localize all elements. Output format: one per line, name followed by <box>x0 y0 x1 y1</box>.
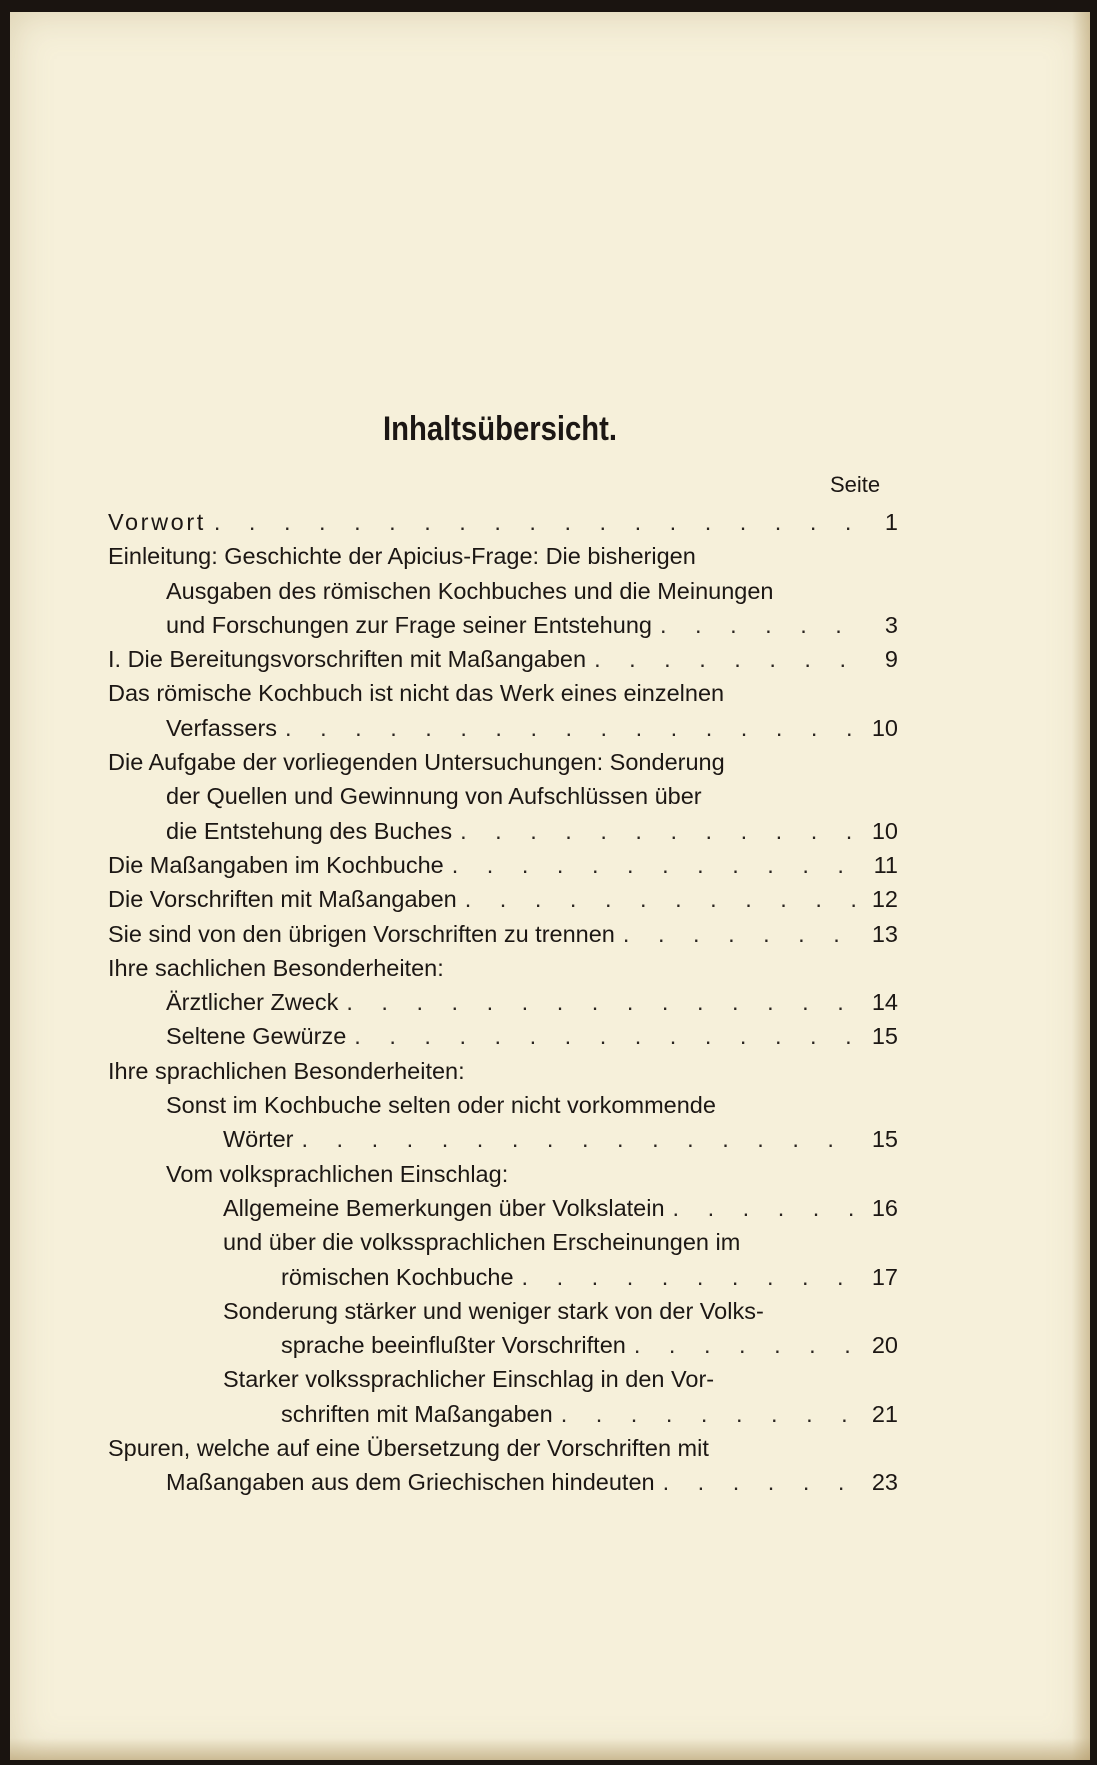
toc-entry-text: Das römische Kochbuch ist nicht das Werk eines einzelnen <box>108 680 725 707</box>
table-of-contents <box>108 505 898 1500</box>
toc-entry <box>108 1225 898 1259</box>
leader-dots <box>277 711 858 745</box>
toc-entry-text: Maßangaben aus dem Griechischen hindeuten <box>166 1469 655 1496</box>
toc-entry <box>108 1260 898 1294</box>
toc-entry <box>108 848 898 882</box>
toc-entry <box>108 985 898 1019</box>
toc-entry-text: Sonst im Kochbuche selten oder nicht vorkommende <box>166 1092 716 1119</box>
toc-entry <box>108 745 898 779</box>
toc-entry-text: Die Aufgabe der vorliegenden Untersuchungen: Sonderung <box>108 749 725 776</box>
toc-entry <box>108 1362 898 1396</box>
toc-page-number: 9 <box>884 646 898 673</box>
leader-dots <box>294 1122 859 1156</box>
toc-entry-text: Vorwort <box>108 509 206 535</box>
leader-dots <box>346 1019 858 1053</box>
toc-entry <box>108 779 898 813</box>
toc-entry <box>108 1465 898 1499</box>
toc-entry <box>108 1088 898 1122</box>
toc-entry <box>108 1397 898 1431</box>
toc-entry <box>108 1122 898 1156</box>
toc-page-number: 13 <box>871 920 898 947</box>
toc-entry-text: Die Vorschriften mit Maßangaben <box>108 886 457 913</box>
toc-page-number: 12 <box>871 886 898 913</box>
toc-entry-text: Einleitung: Geschichte der Apicius-Frage: Die bisherigen <box>108 543 696 570</box>
leader-dots <box>665 1191 858 1225</box>
leader-dots <box>444 848 858 882</box>
toc-entry-text: Spuren, welche auf eine Übersetzung der Vorschriften mit <box>108 1435 709 1462</box>
toc-entry-text: Ihre sprachlichen Besonderheiten: <box>108 1057 465 1084</box>
toc-entry-text: Verfassers <box>166 714 278 741</box>
toc-entry-text: I. Die Bereitungsvorschriften mit Maßangaben <box>108 646 587 673</box>
toc-page-number: 15 <box>871 1023 898 1050</box>
toc-page-number: 3 <box>884 611 898 638</box>
toc-entry-text: schriften mit Maßangaben <box>281 1400 553 1427</box>
toc-entry <box>108 608 898 642</box>
toc-entry <box>108 1328 898 1362</box>
toc-page-number: 14 <box>871 989 898 1016</box>
toc-entry <box>108 882 898 916</box>
toc-entry <box>108 1294 898 1328</box>
page-column-header: Seite <box>830 472 881 497</box>
toc-entry <box>108 1054 898 1088</box>
leader-dots <box>553 1397 858 1431</box>
page-edge-shadow <box>1072 12 1090 1760</box>
toc-entry <box>108 1157 898 1191</box>
toc-entry <box>108 1191 898 1225</box>
toc-entry-text: Ärztlicher Zweck <box>166 989 339 1016</box>
toc-page-number: 10 <box>871 714 898 741</box>
page-title: Inhaltsübersicht. <box>383 410 617 448</box>
toc-entry <box>108 1019 898 1053</box>
toc-entry <box>108 676 898 710</box>
toc-page-number: 1 <box>884 509 898 535</box>
toc-entry-text: und Forschungen zur Frage seiner Entstehung <box>166 611 652 638</box>
toc-entry-text: Allgemeine Bemerkungen über Volkslatein <box>223 1194 665 1221</box>
leader-dots <box>338 985 858 1019</box>
toc-entry <box>108 1431 898 1465</box>
leader-dots <box>514 1260 858 1294</box>
toc-entry-text: Die Maßangaben im Kochbuche <box>108 851 444 878</box>
leader-dots <box>452 814 858 848</box>
leader-dots <box>586 642 858 676</box>
toc-entry <box>108 814 898 848</box>
toc-page-number: 11 <box>873 851 898 878</box>
leader-dots <box>615 917 858 951</box>
toc-entry <box>108 951 898 985</box>
toc-page-number: 15 <box>871 1126 898 1153</box>
toc-entry-text: sprache beeinflußter Vorschriften <box>281 1332 626 1359</box>
toc-entry-text: Vom volksprachlichen Einschlag: <box>166 1160 509 1187</box>
page-bottom-shadow <box>10 1738 1090 1760</box>
toc-entry <box>108 711 898 745</box>
toc-entry-text: Ausgaben des römischen Kochbuches und die Meinungen <box>166 577 774 604</box>
leader-dots <box>652 608 858 642</box>
leader-dots <box>457 882 858 916</box>
toc-page-number: 20 <box>871 1332 898 1359</box>
toc-page-number: 16 <box>871 1194 898 1221</box>
toc-entry-text: Starker volkssprachlicher Einschlag in den Vor- <box>223 1366 715 1393</box>
toc-entry-text: die Entstehung des Buches <box>166 817 453 844</box>
toc-entry <box>108 642 898 676</box>
toc-entry <box>108 539 898 573</box>
toc-entry-text: und über die volkssprachlichen Erscheinungen im <box>223 1229 741 1256</box>
toc-entry-text: Sonderung stärker und weniger stark von der Volks- <box>223 1297 764 1324</box>
toc-entry <box>108 574 898 608</box>
toc-entry-text: Sie sind von den übrigen Vorschriften zu trennen <box>108 920 615 947</box>
leader-dots <box>206 505 858 539</box>
toc-page-number: 23 <box>871 1469 898 1496</box>
toc-entry <box>108 505 898 539</box>
toc-entry-text: der Quellen und Gewinnung von Aufschlüssen über <box>166 783 702 810</box>
toc-page-number: 10 <box>871 817 898 844</box>
toc-entry-text: römischen Kochbuche <box>281 1263 514 1290</box>
leader-dots <box>626 1328 858 1362</box>
leader-dots <box>655 1465 858 1499</box>
toc-entry-text: Ihre sachlichen Besonderheiten: <box>108 954 444 981</box>
book-page <box>10 12 1090 1760</box>
toc-entry <box>108 917 898 951</box>
toc-entry-text: Wörter <box>223 1126 294 1153</box>
toc-entry-text: Seltene Gewürze <box>166 1023 347 1050</box>
toc-page-number: 21 <box>871 1400 898 1427</box>
toc-page-number: 17 <box>871 1263 898 1290</box>
